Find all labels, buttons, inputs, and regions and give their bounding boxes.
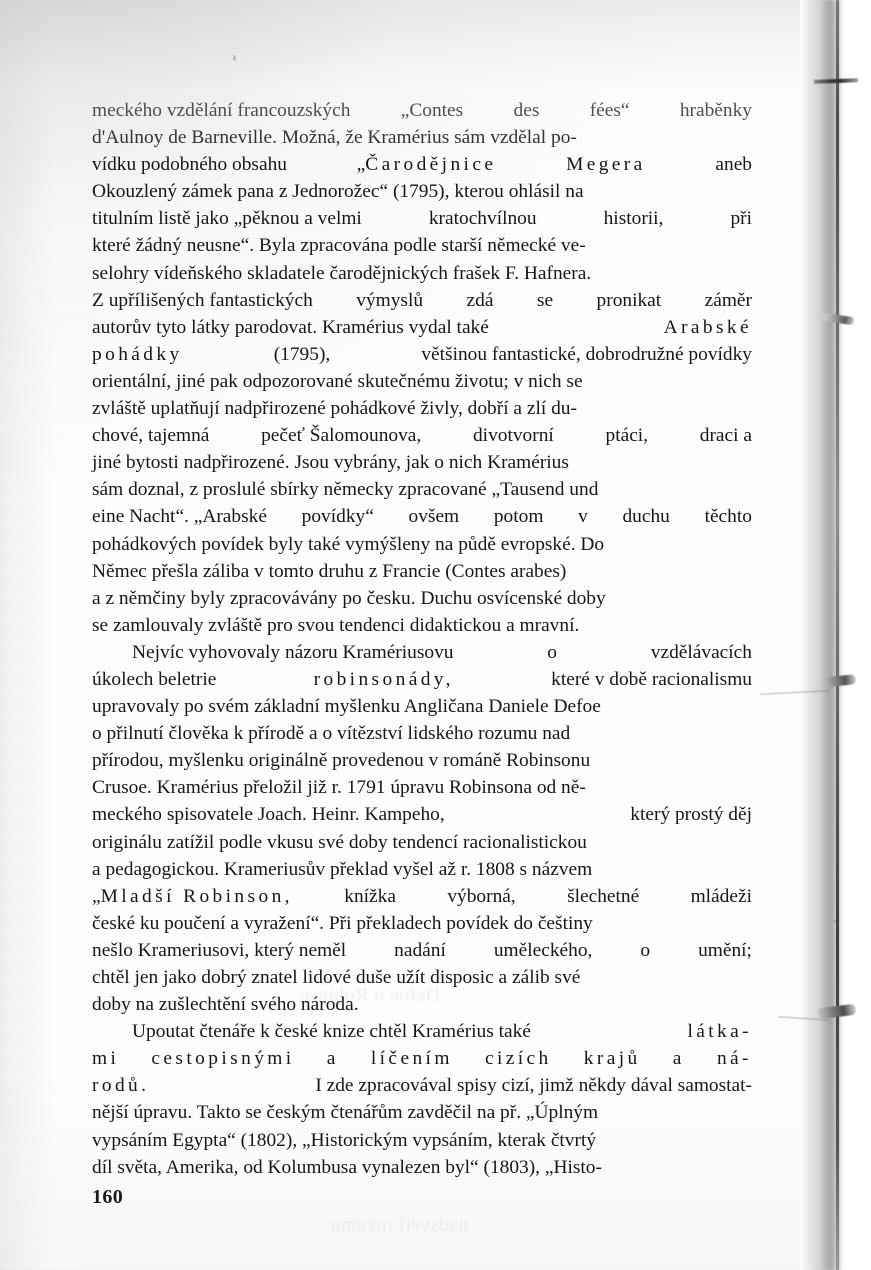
text-line: pohádkových povídek byly také vymýšleny na půdě evropské. Do: [92, 533, 605, 555]
text-line: meckého vzdělání francouzských „Contes des fées“ hraběnky: [92, 100, 752, 121]
paragraph-3: [92, 1018, 752, 1181]
text-line: d'Aulnoy de Barneville. Možná, že Kramérius sám vzdělal po-: [92, 127, 577, 149]
text-line: zvláště uplatňují nadpřirozené pohádkové živly, dobří a zlí du-: [92, 398, 577, 420]
text-line: nější úpravu. Takto se českým čtenářům zavděčil na př. „Úplným: [92, 1102, 599, 1124]
text-line: vypsáním Egypta“ (1802), „Historickým vypsáním, kterak čtvrtý: [92, 1129, 597, 1151]
text-line: o přilnutí člověka k přírodě a o vítězství lidského rozumu nad: [92, 723, 571, 745]
text-line: meckého spisovatele Joach. Heinr. Kampeho, který prostý děj: [92, 804, 752, 826]
text-line: pohádky (1795), většinou fantastické, dobrodružné povídky: [92, 343, 752, 365]
text-line: originálu zatížil podle vkusu své doby tendencí racionalistickou: [92, 831, 587, 853]
text-line: díl světa, Amerika, od Kolumbusa vynalezen byl“ (1803), „Histo-: [92, 1156, 602, 1178]
text-line: Z upřílišených fantastických výmyslů zdá se pronikat záměr: [92, 289, 752, 311]
bleed-through-ghost-text: nadsvetl rozumu: [330, 1215, 469, 1236]
text-line: chtěl jen jako dobrý znatel lidové duše užít disposic a zálib své: [92, 967, 581, 988]
text-line: jiné bytosti nadpřirozené. Jsou vybrány, jak o nich Kramérius: [92, 452, 569, 474]
bleed-through-ghost-text: Defoe o Robinse: [300, 985, 441, 1006]
text-line: se zamlouvaly zvláště pro svou tendenci didaktickou a mravní.: [92, 614, 580, 636]
text-line: rodů. I zde zpracovával spisy cizí, jimž někdy dával samostat-: [92, 1075, 752, 1097]
text-line: orientální, jiné pak odpozorované skutečnému životu; v nich se: [92, 370, 583, 392]
text-line: sám doznal, z proslulé sbírky německy zpracované „Tausend und: [92, 479, 599, 501]
text-line: chové, tajemná pečeť Šalomounova, divotvorní ptáci, draci a: [92, 425, 752, 447]
text-line: a pedagogickou. Krameriusův překlad vyšel až r. 1808 s názvem: [92, 858, 593, 880]
text-line: eine Nacht“. „Arabské povídky“ ovšem potom v duchu těchto: [92, 506, 752, 528]
text-line: autorův tyto látky parodovat. Kramérius vydal také Arabské: [92, 316, 752, 338]
text-line: Crusoe. Kramérius přeložil již r. 1791 úpravu Robinsona od ně-: [92, 777, 586, 799]
spine-fold-line: [836, 0, 839, 1270]
text-line: a z němčiny byly zpracovávány po česku. Duchu osvícenské doby: [92, 587, 606, 609]
text-line: které žádný neusne“. Byla zpracována podle starší německé ve-: [92, 235, 586, 257]
body-text-block: [92, 97, 752, 1181]
text-line: přírodou, myšlenku originálně provedenou v románě Robinsonu: [92, 750, 591, 772]
text-line: selohry vídeňského skladatele čarodějnických frašek F. Hafnera.: [92, 262, 592, 284]
page-number: 160: [92, 1186, 124, 1208]
paragraph-2: [92, 639, 752, 1018]
scan-speck: [233, 55, 236, 61]
text-line: nešlo Krameriusovi, který neměl nadání uměleckého, o umění;: [92, 939, 752, 961]
text-line: Okouzlený zámek pana z Jednorožec“ (1795), kterou ohlásil na: [92, 181, 584, 203]
text-line: úkolech beletrie robinsonády, které v době racionalismu: [92, 668, 752, 690]
scan-speck: [833, 920, 836, 923]
text-line: Upoutat čtenáře k české knize chtěl Kramérius také látka-: [132, 1021, 752, 1043]
text-line: „Mladší Robinson, knížka výborná, šlechetné mládeži: [92, 885, 752, 907]
text-line: vídku podobného obsahu „Čarodějnice Megera aneb: [92, 154, 752, 176]
text-line: doby na zušlechtění svého národa.: [92, 994, 359, 1016]
text-line: mi cestopisnými a líčením cizích krajů a ná-: [92, 1048, 752, 1070]
text-line: titulním listě jako „pěknou a velmi kratochvílnou historii, při: [92, 208, 752, 230]
text-line: Nejvíc vyhovovaly názoru Kramériusovu o vzdělávacích: [132, 641, 752, 663]
text-line: české ku poučení a vyražení“. Při překladech povídek do češtiny: [92, 912, 593, 934]
text-line: Němec přešla záliba v tomto druhu z Francie (Contes arabes): [92, 560, 567, 582]
text-line: upravovaly po svém základní myšlenku Angličana Daniele Defoe: [92, 696, 601, 718]
paragraph-1: [92, 97, 752, 639]
